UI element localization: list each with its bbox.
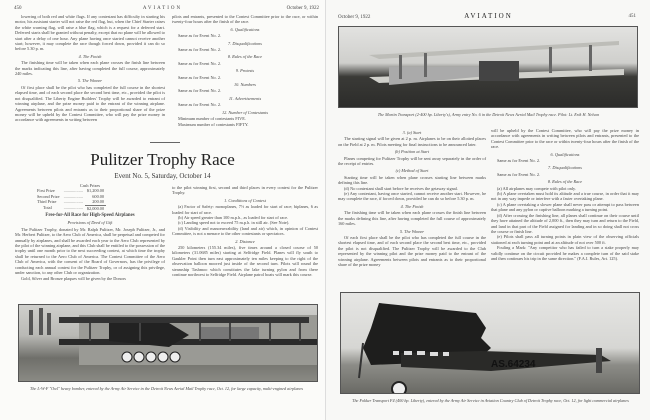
paragraph: Same as for Event No. 2. <box>178 102 222 108</box>
total-amount: $2,000.00 <box>86 205 105 211</box>
paragraph: Same as for Event No. 2. <box>497 158 541 164</box>
section-heading: 7. Disqualifications <box>228 40 262 46</box>
section-heading: 5. The Winner <box>77 78 103 84</box>
paragraph: Planes competing for Pulitzer Trophy will be sent away separately in the order of the receipt of entries. <box>338 155 486 167</box>
page-number: 450 <box>14 6 22 11</box>
paragraph: (c) Landing speed not to exceed 75 m.p.h. in still air. (See Note). <box>178 220 290 226</box>
prize-label: Third Prize <box>37 199 57 205</box>
section-heading: 6. Qualifications <box>230 26 260 32</box>
section-heading: 3. (a) Start <box>402 130 422 135</box>
section-heading: (b) Position at Start <box>394 149 430 155</box>
paragraph: Same as for Event No. 2. <box>178 88 222 94</box>
prize-amount: 600.00 <box>92 193 105 199</box>
article-title: Pulitzer Trophy Race <box>90 150 235 169</box>
paragraph: Same as for Event No. 2. <box>178 60 222 66</box>
paragraph: lowering of both red and white flags. If any contestant has difficulty in starting his motor, his assistant starter will not raise the red flag, but, when the Chief Starter raises the white warning flag, will raise a blue flag, which is a request for a deferred start. Deferred starts shall be granted without penalty, except that no plane will be allowed to start after a delay of one hour. Any plane having once started cannot receive another start; however, it may complete the race though forced down, provided it can do so before 5.30 p. m. <box>15 14 165 52</box>
paragraph: Same as for Event No. 2. <box>178 33 222 39</box>
paragraph: Same as for Event No. 2. <box>178 74 222 80</box>
paragraph: (a) All airplanes may compete with pilot only. <box>497 185 576 191</box>
right-page <box>325 0 650 420</box>
right-column-top <box>172 14 318 129</box>
paragraph: (e) Any contestant, having once started, cannot receive another start. However, he may complete the race, if forced down, provided he can do so before 5.30 p. m. <box>338 191 486 202</box>
right-page-right-column <box>491 128 639 261</box>
cash-prizes-table: First Prize .................. $1,200.00 Second Prize .................. 600.00 Third Prize .................. 200.00 Total .................. $2,000.00 <box>37 188 105 211</box>
paragraph: Fouling a Mark: "Any competitor who has failed to turn a stake properly may validly continue on the circuit provided he makes a complete turn of the said stake and then continues his trip in the same direction." (F.A.I. Rules, Art. 125). <box>491 245 639 261</box>
paragraph: The finishing time will be taken when each plane crosses the finish line between the marks indicating this line, after having completed the full course, approximately 240 miles. <box>15 60 165 77</box>
martin-transport-image <box>339 27 638 108</box>
section-heading: 8. Rules of the Race <box>547 179 583 185</box>
prize-amount: $1,200.00 <box>86 188 105 194</box>
bomber-photo-caption: The L-W-F "Owl" heavy bomber, entered by the Army Air Service in the Detroit News Aerial Mail Trophy race, Oct. 12, for large capacity, multi-engined airplanes <box>29 386 304 391</box>
paragraph: (d) No contestant shall start before he receives the getaway signal. <box>344 185 458 191</box>
paragraph: (c) A plane overtaking a slower plane shall never pass or attempt to pass between that plane and any pylon or captive balloon marking a turning point. <box>491 201 639 213</box>
divider <box>150 142 180 143</box>
prize-label: First Prize <box>37 188 55 194</box>
issue-date: October 9, 1922 <box>338 15 371 20</box>
section-heading: 5. The Winner <box>399 228 425 234</box>
paragraph: The starting signal will be given at 2 p. m. Airplanes to be on their allotted places on the Field at 2 p. m. Pilots meeting for final instructions to be announced later. <box>338 136 486 147</box>
running-title: AVIATION <box>142 6 183 11</box>
left-column-bottom <box>15 183 165 281</box>
prize-label: Second Prize <box>37 193 60 199</box>
section-heading: Free-for-All Race for High-Speed Airplanes <box>45 213 135 219</box>
paragraph: Of first place shall be the pilot who has completed the full course in the shortest elapsed time, and of each second place the second best time, etc., provided the pilot is not disqualified. The Liberty Engine Builders' Trophy will be awarded to entrant of winning airplane, and the prize money paid to the entrant of the winning airplane. Agreements between pilots and entrants as to their proportional share of the prize money will be upheld by the Contest Committee, who will pay the prize money in accordance with agreements in writing between <box>15 84 165 123</box>
paragraph: Minimum number of contestants FIVE. <box>178 116 246 122</box>
running-title: AVIATION <box>464 12 513 20</box>
bomber-photo <box>18 304 318 382</box>
paragraph: Same as for Event No. 2. <box>178 47 222 53</box>
martin-transport-photo <box>338 26 638 108</box>
paragraph: The Pulitzer Trophy, donated by Mr. Ralph Pulitzer, Mr. Joseph Pulitzer, Jr., and Mr. Herbert Pulitzer, to the Aero Club of America, shall be perpetual and competed for annually by airplanes, and shall be awarded each year to the Aero Club represented by the pilot of the winning airplane, and this Club shall be entitled to the possession of the trophy until one month prior to the next succeeding contest, at which time the trophy shall be returned to the Aero Club of America. The Contest Committee of the Aero Club of America, with the consent of the Board of Governors, has the privilege of conducting each annual contest for the Pulitzer Trophy, or of assigning this privilege, under sanction, to any other Club or organization. <box>15 226 165 276</box>
section-heading: (c) Method of Start <box>395 168 429 174</box>
fokker-transport-photo <box>340 292 640 394</box>
paragraph: Of each first place shall be the pilot who has completed the full course in the shortest elapsed time, and of each second place the second best time, etc., provided the pilot is not disqualified. The Pulitzer Trophy will be awarded to the Club represented by the winning pilot and the prize money paid to the entrant of the winning airplane. Agreements between pilots and entrants as to their proportional share of the prize money <box>338 234 486 267</box>
section-heading: 9. Protests <box>235 68 255 74</box>
section-heading: 2. Distance <box>235 238 255 244</box>
section-heading: 1. Conditions of Contest <box>224 197 266 203</box>
right-column-bottom <box>172 185 318 278</box>
lwf-owl-bomber-image <box>19 305 318 382</box>
paragraph: (b) A plane overtaken must hold its altitude and a true course, in order that it may not in any way impede or interfere with a faster overtaking plane. <box>491 191 639 202</box>
cash-prizes-heading: Cash Prizes <box>79 183 101 188</box>
paragraph: Starting time will be taken when plane crosses starting line between marks defining this line. <box>338 174 486 186</box>
section-heading: Provisions of Deed of Gift <box>67 220 113 226</box>
paragraph: (b) Air speed greater than 100 m.p.h., as loaded for start of race. <box>178 215 289 221</box>
paragraph: (d) Visibility and manoeuvrability (land and air) which, in opinion of Contest Committee, is not a menace to the other contestants or spectators. <box>172 225 318 237</box>
section-heading: 8. Rules of the Race <box>227 54 263 60</box>
paragraph: (d) After crossing the finishing line, all planes shall continue on their course until they have attained the altitude of 2,000 ft., then they may turn and return to the Field, and land in that part of the Field assigned for landing and in so doing shall not cross the course or finish line. <box>491 212 639 234</box>
section-heading: 10. Numbers <box>234 82 256 88</box>
plane-marking: AS.64234 <box>491 359 536 370</box>
paragraph: Gold, Silver and Bronze plaques will be given by the Donors <box>21 275 126 281</box>
paragraph: pilots and entrants, presented to the Contest Committee prior to the race, or within twenty-four hours after the finish of the race. <box>172 14 318 25</box>
paragraph: Same as for Event No. 2. <box>497 171 541 177</box>
section-heading: 4. The Finish <box>78 53 102 59</box>
left-column-top <box>15 14 165 123</box>
right-page-left-column <box>338 128 486 267</box>
paragraph: will be upheld by the Contest Committee, who will pay the prize money in accordance with agreements in writing between pilots and entrants, presented to the Contest Committee prior to the race or within twenty-four hours after the finish of the race. <box>491 128 639 150</box>
page-number: 451 <box>628 14 636 19</box>
section-heading: 11. Advertisements <box>228 95 262 101</box>
martin-transport-caption: The Martin Transport (2-400 hp. Liberty's), Army entry No. 6 in the Detroit News Aerial Mail Trophy race. Pilot: Lt. Erik H. Nelson <box>377 112 600 117</box>
paragraph: to the pilot winning first, second and third places in every contest for the Pulitzer Trophy. <box>172 185 318 196</box>
total-label: Total <box>43 205 52 211</box>
issue-date: October 9, 1922 <box>286 6 319 11</box>
paragraph: The finishing time will be taken when each plane crosses the finish line between the marks defining this line, after having completed the full course of approximately 160 miles. <box>338 210 486 227</box>
prize-amount: 200.00 <box>92 199 105 205</box>
section-heading: 4. The Finish <box>400 203 424 209</box>
paragraph: (e) Pilots shall pass all turning points in plain view of the observing officials stationed at each turning point and at an altitude of not over 500 ft. <box>491 234 639 245</box>
section-heading: 12. Number of Contestants <box>221 109 269 115</box>
paragraph: Maximum number of contestants FIFTY. <box>178 121 249 127</box>
article-subtitle: Event No. 5, Saturday, October 14 <box>114 172 211 180</box>
paragraph: 250 kilometers (155.34 miles), five times around a closed course of 50 kilometers (31.0685 miles) starting at Selfridge Field. Planes will fly south to Gaukler Point then turn east approximately ten miles keeping to the right of the observation balloon moored just inside of the second turn. Pilots will round the steamship Tashmoo which constitutes the lake turning pylon and from there continue northwest to Selfridge Field. Airplane patrol boats will mark this course. <box>172 245 318 278</box>
paragraph: (a) Factor of Safety: monoplanes, 7½ as loaded for start of race; biplanes, 6 as loaded for start of race. <box>172 204 318 215</box>
fokker-transport-image <box>341 293 640 394</box>
fokker-transport-caption: The Fokker Transport F4 (400 hp. Liberty), entered by the Army Air Service in Aviation Country Club of Detroit Trophy race, Oct. 12, for light commercial airplanes <box>352 398 629 403</box>
section-heading: 6. Qualifications <box>550 151 580 157</box>
section-heading: 7. Disqualifications <box>548 165 582 171</box>
